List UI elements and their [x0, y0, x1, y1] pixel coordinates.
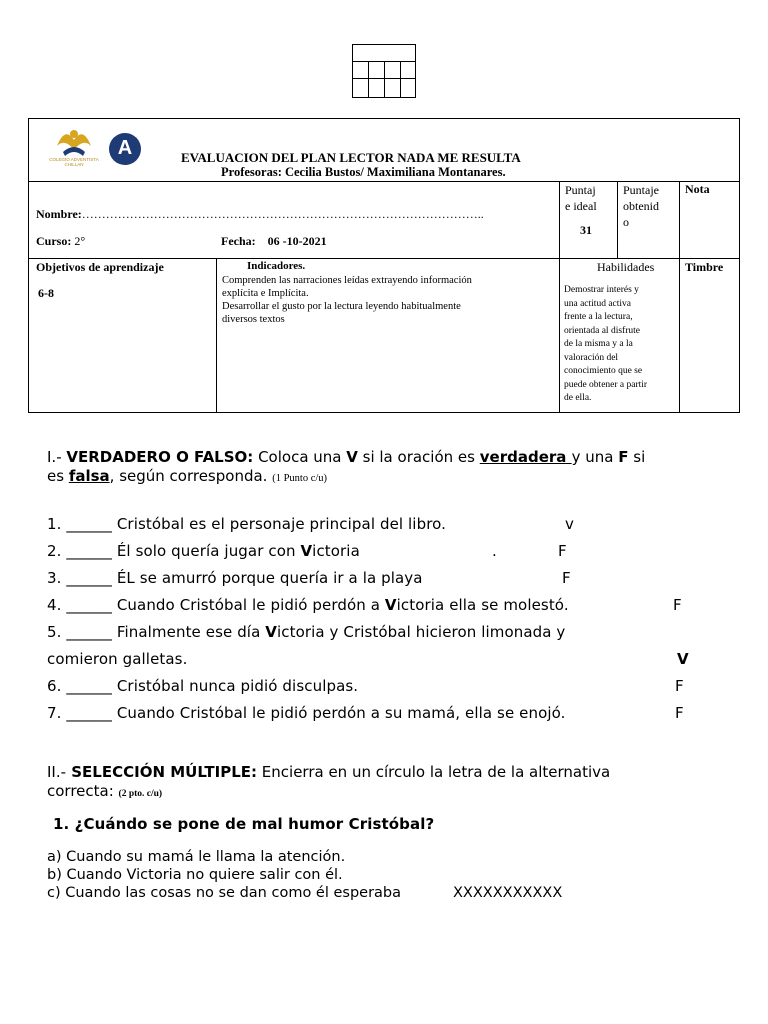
- name-field[interactable]: Nombre:………………………………………………………………………………………..: [36, 207, 484, 221]
- header-table: [28, 118, 740, 413]
- question-text-rest: ictoria: [312, 542, 360, 560]
- question-text: comieron galletas.: [47, 650, 188, 668]
- answer-mark: F: [675, 677, 684, 695]
- option-c-mark: XXXXXXXXXXX: [453, 885, 563, 901]
- question-text-bold: V: [384, 596, 397, 614]
- section1-heading: I.- VERDADERO O FALSO: Coloca una V si la oración es verdadera y una F si: [47, 448, 646, 466]
- date: Fecha: 06 -10-2021: [221, 234, 327, 248]
- ideal-score-value: 31: [580, 223, 592, 237]
- nota-label: Nota: [685, 182, 710, 196]
- answer-mark: F: [562, 569, 571, 587]
- adventist-logo-icon: A: [109, 133, 141, 165]
- skills-line: orientada al disfrute: [564, 325, 640, 336]
- indicators-text: Comprenden las narraciones leídas extrayendo información explícita e Implícita. Desarrollar el gusto por la lectura leyendo habitualmente diversos textos: [222, 275, 472, 325]
- teachers: Profesoras: Cecilia Bustos/ Maximiliana Montanares.: [221, 165, 506, 179]
- section2-heading-line2: correcta: (2 pto. c/u): [47, 782, 163, 800]
- skills-line: de ella.: [564, 393, 592, 403]
- indicators-label: Indicadores.: [247, 260, 306, 272]
- answer-mark: F: [675, 704, 684, 722]
- skills-line: valoración del: [564, 352, 619, 363]
- question-4: [47, 596, 569, 614]
- option-b[interactable]: b) Cuando Victoria no quiere salir con él.: [47, 867, 343, 883]
- question-7: [47, 677, 358, 695]
- answer-blank[interactable]: 5. ______: [47, 623, 112, 641]
- answer-mark: V: [677, 650, 689, 668]
- question-2: [47, 542, 360, 560]
- school-logo-icon: [49, 124, 99, 176]
- answer-blank[interactable]: 3. ______: [47, 569, 112, 587]
- course: Curso: 2°: [36, 234, 86, 248]
- question-3: [47, 569, 423, 587]
- question-dot: .: [492, 542, 497, 560]
- question-text-rest: ictoria y Cristóbal hicieron limonada y: [276, 623, 566, 641]
- question-text-rest: ictoria ella se molestó.: [396, 596, 569, 614]
- question-text-bold: V: [300, 542, 313, 560]
- skills-line: puede obtener a partir: [564, 379, 648, 390]
- score-grid: [352, 44, 416, 98]
- question-text: ÉL se amurró porque quería ir a la playa: [111, 569, 423, 587]
- answer-blank[interactable]: 1. ______: [47, 515, 112, 533]
- question-text: Cuando Cristóbal le pidió perdón a su mamá, ella se enojó.: [111, 704, 566, 722]
- skills-label: Habilidades: [597, 260, 655, 274]
- answer-blank[interactable]: 6. ______: [47, 677, 112, 695]
- question-text: Él solo quería jugar con: [111, 542, 301, 560]
- mc-question-1: 1. ¿Cuándo se pone de mal humor Cristóbal?: [53, 815, 435, 833]
- question-6: [47, 650, 187, 668]
- answer-blank[interactable]: 7. ______: [47, 704, 112, 722]
- question-1: [47, 515, 446, 533]
- skills-line: una actitud activa: [564, 298, 631, 309]
- skills-text: [564, 284, 647, 406]
- option-a[interactable]: a) Cuando su mamá le llama la atención.: [47, 849, 346, 865]
- answer-mark: v: [565, 515, 574, 533]
- timbre-label: Timbre: [685, 260, 724, 274]
- section2-heading: II.- SELECCIÓN MÚLTIPLE: Encierra en un círculo la letra de la alternativa: [47, 763, 611, 781]
- question-text: Cristóbal nunca pidió disculpas.: [111, 677, 359, 695]
- answer-blank[interactable]: 2. ______: [47, 542, 112, 560]
- ideal-score-label: Puntaj e ideal: [565, 183, 597, 213]
- question-text: Cristóbal es el personaje principal del libro.: [111, 515, 447, 533]
- skills-line: conocimiento que se: [564, 366, 643, 376]
- question-5: [47, 623, 565, 641]
- question-text: Finalmente ese día: [111, 623, 266, 641]
- question-text-bold: V: [265, 623, 277, 641]
- obtained-score-label: Puntaje obtenid o: [623, 183, 659, 229]
- answer-mark: F: [558, 542, 567, 560]
- answer-blank[interactable]: 4. ______: [47, 596, 112, 614]
- question-text: Cuando Cristóbal le pidió perdón a: [111, 596, 385, 614]
- question-8: [47, 704, 566, 722]
- page-title: EVALUACION DEL PLAN LECTOR NADA ME RESULTA: [181, 150, 521, 165]
- answer-mark: F: [673, 596, 682, 614]
- skills-line: de la misma y a la: [564, 339, 633, 349]
- skills-line: Demostrar interés y: [564, 285, 639, 295]
- school-logo-text: COLEGIO ADVENTISTA CHILLAN: [49, 157, 99, 167]
- objectives-label: Objetivos de aprendizaje: [36, 260, 164, 274]
- skills-line: frente a la lectura,: [564, 312, 633, 322]
- objectives-value: 6-8: [38, 286, 54, 300]
- section1-heading-line2: es falsa, según corresponda. (1 Punto c/u): [47, 467, 328, 485]
- option-c[interactable]: c) Cuando las cosas no se dan como él esperaba: [47, 885, 402, 901]
